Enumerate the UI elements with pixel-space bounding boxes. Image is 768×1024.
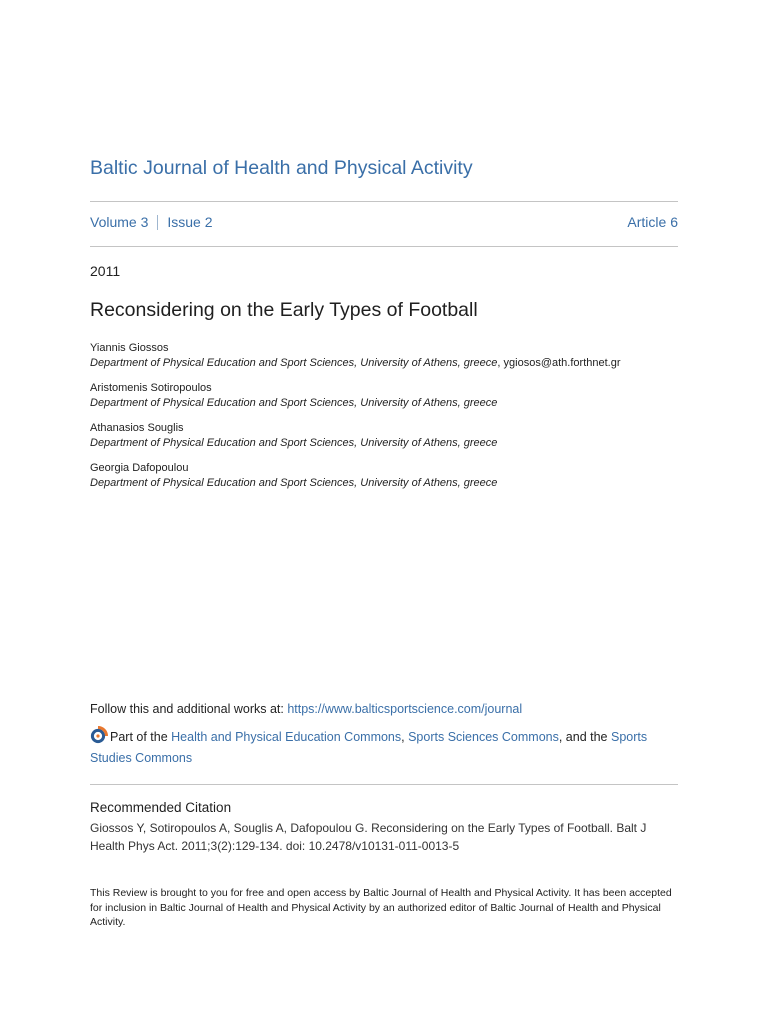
divider-issue	[90, 246, 678, 247]
journal-url-link[interactable]: https://www.balticsportscience.com/journal	[287, 702, 523, 716]
citation-heading: Recommended Citation	[90, 800, 232, 815]
volume-issue-group	[90, 214, 213, 230]
partof-separator: ,	[401, 730, 409, 744]
citation-text: Giossos Y, Sotiropoulos A, Souglis A, Dafopoulou G. Reconsidering on the Early Types of Football. Balt J Health Phys Act. 2011;3(2):129-134. doi: 10.2478/v10131-011-0013-5	[90, 821, 647, 853]
author-affiliation: Department of Physical Education and Sport Sciences, University of Athens, greece	[90, 396, 498, 409]
part-of-line	[90, 726, 678, 768]
author-entry	[90, 461, 678, 490]
publication-year: 2011	[90, 263, 121, 279]
volume-link[interactable]: Volume 3	[90, 214, 149, 230]
author-affiliation	[90, 356, 678, 371]
article-number-link[interactable]: Article 6	[627, 214, 678, 230]
partof-prefix: Part of the	[110, 730, 172, 744]
sports-sciences-commons-link[interactable]: Sports Sciences Commons	[408, 730, 559, 744]
author-list	[90, 341, 678, 501]
author-affiliation: Department of Physical Education and Sport Sciences, University of Athens, greece	[90, 476, 498, 489]
author-affiliation: Department of Physical Education and Sport Sciences, University of Athens, greece	[90, 436, 498, 449]
sports-studies-commons-link[interactable]: Sports Studies Commons	[90, 730, 648, 765]
divider-top	[90, 201, 678, 202]
volume-issue-separator	[157, 215, 158, 230]
author-entry	[90, 421, 678, 450]
article-title: Reconsidering on the Early Types of Football	[90, 299, 478, 321]
follow-line	[90, 702, 522, 716]
author-email: ygiosos@ath.forthnet.gr	[503, 356, 621, 369]
affiliation-text: Department of Physical Education and Sport Sciences, University of Athens, greece	[90, 356, 498, 369]
access-statement: This Review is brought to you for free and open access by Baltic Journal of Health and Physical Activity. It has been accepted for inclusion in Baltic Journal of Health and Physical Activity by an authorized editor of Baltic Journal of Health and Physical Activity.	[90, 887, 672, 929]
bepress-commons-icon	[90, 726, 108, 744]
issue-bar	[90, 214, 678, 230]
email-separator: ,	[497, 356, 504, 369]
follow-text: Follow this and additional works at:	[90, 702, 288, 716]
author-entry	[90, 381, 678, 410]
journal-title-link[interactable]: Baltic Journal of Health and Physical Activity	[90, 157, 473, 179]
author-name: Athanasios Souglis	[90, 422, 184, 434]
author-name: Aristomenis Sotiropoulos	[90, 382, 212, 394]
issue-link[interactable]: Issue 2	[167, 214, 213, 230]
divider-citation	[90, 784, 678, 785]
author-name: Yiannis Giossos	[90, 342, 169, 354]
author-name: Georgia Dafopoulou	[90, 462, 189, 474]
health-physical-education-commons-link[interactable]: Health and Physical Education Commons	[171, 730, 402, 744]
partof-separator: , and the	[558, 730, 611, 744]
cover-page	[90, 0, 678, 1024]
author-entry	[90, 341, 678, 370]
